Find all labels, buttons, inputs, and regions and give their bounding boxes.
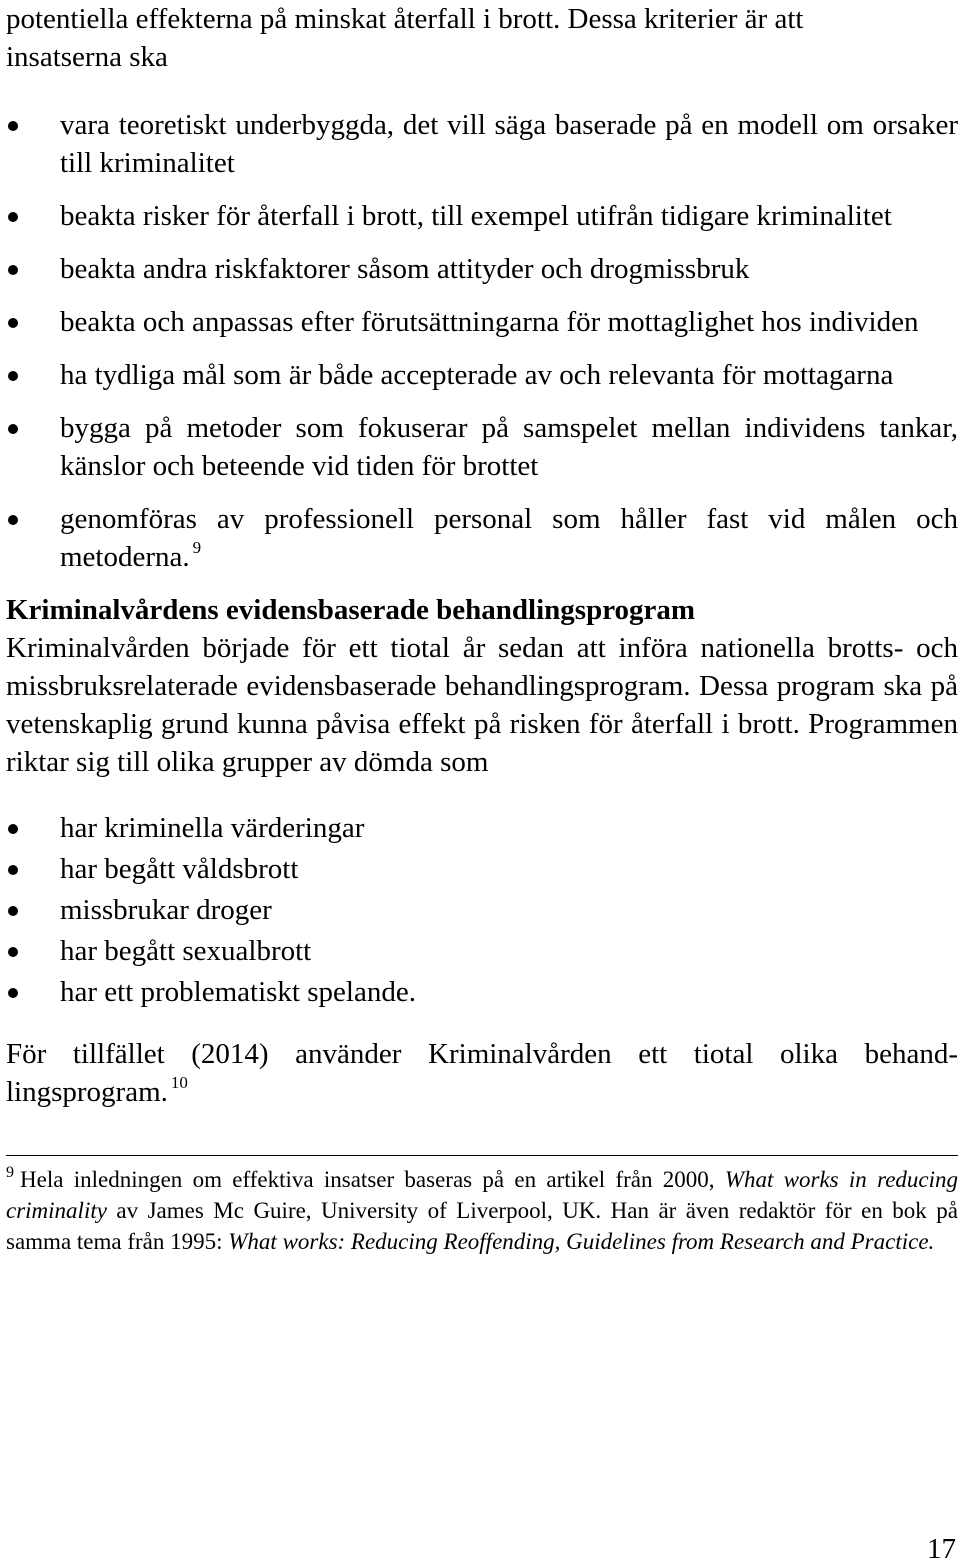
bullet-icon [8, 265, 18, 275]
list-item [6, 409, 958, 485]
list-item-text: har ett problematiskt spelande. [60, 976, 416, 1008]
footnote [6, 1164, 958, 1257]
list-item-text: beakta risker för återfall i brott, till exempel utifrån tidigare kriminalitet [60, 200, 892, 232]
footnote-text-2: av James Mc Guire, University of Liverpool, UK. Han är även redaktör för en bok på samma tema från 1995: [6, 1198, 958, 1254]
list-item [6, 500, 958, 576]
list-item-text: beakta andra riskfaktorer såsom attityder och drogmissbruk [60, 253, 750, 285]
footnote-title-1: What works in reducing criminality [6, 1167, 959, 1223]
bullet-icon [8, 824, 18, 834]
list-item-text: bygga på metoder som fokuserar på samspelet mellan individens tankar, känslor och beteende vid tiden för brottet [60, 412, 958, 482]
list-item [6, 809, 958, 847]
footnote-number: 9 [6, 1164, 14, 1181]
list-item [6, 106, 958, 182]
list-item-text: ha tydliga mål som är både accepterade av och relevanta för mottagarna [60, 359, 894, 391]
list-item [6, 250, 958, 288]
intro-paragraph [6, 0, 958, 76]
closing-paragraph-text: För tillfället (2014) använder Kriminalvården ett tiotal olika behandlingsprogram. [6, 1038, 958, 1108]
list-item-text: missbrukar droger [60, 894, 272, 926]
bullet-icon [8, 947, 18, 957]
closing-paragraph [6, 1035, 958, 1111]
list-item [6, 973, 958, 1011]
bullet-icon [8, 988, 18, 998]
list-item-text: beakta och anpassas efter förutsättningarna för mottaglighet hos individen [60, 306, 919, 338]
footnote-text-1: Hela inledningen om effektiva insatser baseras på en artikel från 2000, [20, 1167, 725, 1192]
footnote-reference[interactable]: 9 [192, 538, 202, 557]
bullet-icon [8, 371, 18, 381]
bullet-icon [8, 515, 18, 525]
list-item-text: genomföras av professionell personal som håller fast vid målen och metoderna. [60, 503, 958, 573]
bullet-icon [8, 212, 18, 222]
intro-line-1: potentiella effekterna på minskat återfall i brott. Dessa kriterier är att [6, 3, 804, 35]
footnote-title-2: What works: Reducing Reoffending, Guidelines from Research and Practice. [228, 1229, 935, 1254]
section-heading: Kriminalvårdens evidensbaserade behandlingsprogram [6, 594, 696, 626]
list-item [6, 932, 958, 970]
list-item [6, 197, 958, 235]
criteria-list [6, 106, 958, 576]
bullet-icon [8, 318, 18, 328]
bullet-icon [8, 906, 18, 916]
groups-list [6, 809, 958, 1011]
list-item [6, 891, 958, 929]
bullet-icon [8, 865, 18, 875]
list-item-text: har begått sexualbrott [60, 935, 312, 967]
intro-line-2: insatserna ska [6, 41, 168, 73]
list-item [6, 303, 958, 341]
list-item [6, 356, 958, 394]
bullet-icon [8, 424, 18, 434]
document-page [6, 0, 958, 1257]
footnote-divider [6, 1155, 958, 1156]
list-item-text: har kriminella värderingar [60, 812, 365, 844]
list-item-text: har begått våldsbrott [60, 853, 299, 885]
footnote-reference[interactable]: 10 [170, 1073, 188, 1092]
bullet-icon [8, 121, 18, 131]
list-item-text: vara teoretiskt underbyggda, det vill säga baserade på en modell om orsaker till kriminalitet [60, 109, 958, 179]
page-number: 17 [927, 1533, 956, 1565]
section-paragraph: Kriminalvården började för ett tiotal år sedan att införa nationella brotts- och missbruksrelaterade evidensbaserade behandlingsprogram. Dessa program ska på vetenskaplig grund kunna påvisa effekt på risken för återfall i brott. Programmen riktar sig till olika grupper av dömda som [6, 632, 958, 778]
list-item [6, 850, 958, 888]
